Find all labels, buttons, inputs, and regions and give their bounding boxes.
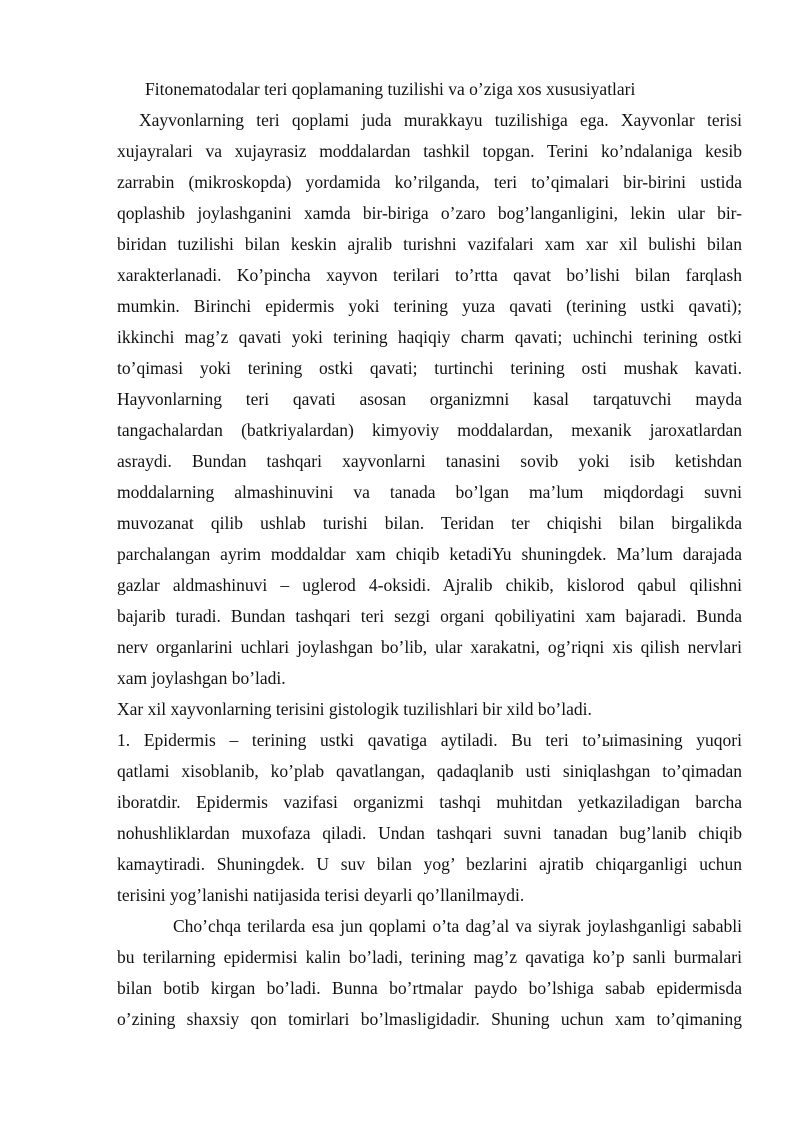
paragraph-epidermis	[117, 725, 742, 911]
text-line: 1. Epidermis – terining ustki qavatiga aytiladi. Bu teri to’ыimasining yuqori	[117, 730, 742, 750]
text-line: gazlar aldmashinuvi – uglerod 4-oksidi. Ajralib chikib, kislorod qabul qilishni	[117, 575, 742, 595]
text-line: nerv organlarini uchlari joylashgan bo’lib, ular xarakatni, og’riqni xis qilish nervlari	[117, 637, 742, 657]
text-line: bajarib turadi. Bundan tashqari teri sezgi organi qobiliyatini xam bajaradi. Bunda	[117, 606, 742, 626]
text-line: terisini yog’lanishi natijasida terisi deyarli qo’llanilmaydi.	[117, 885, 525, 905]
text-line: o’zining shaxsiy qon tomirlari bo’lmasligidadir. Shuning uchun xam to’qimaning	[117, 1009, 742, 1029]
text-line: kamaytiradi. Shuningdek. U suv bilan yog’ bezlarini ajratib chiqarganligi uchun	[117, 854, 742, 874]
text-line: qoplashib joylashganini xamda bir-biriga o’zaro bog’langanligini, lekin ular bir-	[117, 203, 742, 223]
text-line: xarakterlanadi. Ko’pincha xayvon terilari to’rtta qavat bo’lishi bilan farqlash	[117, 265, 742, 285]
page-title: Fitonematodalar teri qoplamaning tuzilishi va o’ziga xos xususiyatlari	[145, 79, 636, 99]
text-line: muvozanat qilib ushlab turishi bilan. Teridan ter chiqishi bilan birgalikda	[117, 513, 742, 533]
text-line: ikkinchi mag’z qavati yoki terining haqiqiy charm qavati; uchinchi terining ostki	[117, 327, 742, 347]
text-line: bu terilarning epidermisi kalin bo’ladi, terining mag’z qavatiga ko’p sanli burmalari	[117, 947, 742, 967]
text-line: tangachalardan (batkriyalardan) kimyoviy moddalardan, mexanik jaroxatlardan	[117, 420, 742, 440]
text-line: iboratdir. Epidermis vazifasi organizmi tashqi muhitdan yetkaziladigan barcha	[117, 792, 742, 812]
text-line: Cho’chqa terilarda esa jun qoplami o’ta dag’al va siyrak joylashganligi sababli	[173, 916, 742, 936]
text-line: xujayralari va xujayrasiz moddalardan tashkil topgan. Terini ko’ndalaniga kesib	[117, 141, 742, 161]
text-line: Xar xil xayvonlarning terisini gistologik tuzilishlari bir xild bo’ladi.	[117, 699, 592, 719]
text-line: xam joylashgan bo’ladi.	[117, 668, 286, 688]
text-line: Xayvonlarning teri qoplami juda murakkayu tuzilishiga ega. Xayvonlar terisi	[139, 110, 742, 130]
text-line: to’qimasi yoki terining ostki qavati; turtinchi terining osti mushak kavati.	[117, 358, 742, 378]
paragraph-skin-overview	[117, 105, 742, 725]
paragraph-pig-skin	[117, 911, 742, 1035]
text-line: biridan tuzilishi bilan keskin ajralib turishni vazifalari xam xar xil bulishi bilan	[117, 234, 742, 254]
text-line: qatlami xisoblanib, ko’plab qavatlangan, qadaqlanib usti siniqlashgan to’qimadan	[117, 761, 742, 781]
text-line: nohushliklardan muxofaza qiladi. Undan tashqari suvni tanadan bug’lanib chiqib	[117, 823, 742, 843]
text-line: bilan botib kirgan bo’ladi. Bunna bo’rtmalar paydo bo’lshiga sabab epidermisda	[117, 978, 742, 998]
text-line: asraydi. Bundan tashqari xayvonlarni tanasini sovib yoki isib ketishdan	[117, 451, 742, 471]
text-line: moddalarning almashinuvini va tanada bo’lgan ma’lum miqdordagi suvni	[117, 482, 742, 502]
text-line: parchalangan ayrim moddaldar xam chiqib ketadiYu shuningdek. Ma’lum darajada	[117, 544, 742, 564]
text-line: mumkin. Birinchi epidermis yoki terining yuza qavati (terining ustki qavati);	[117, 296, 742, 316]
text-line: zarrabin (mikroskopda) yordamida ko’rilganda, teri to’qimalari bir-birini ustida	[117, 172, 742, 192]
text-line: Hayvonlarning teri qavati asosan organizmni kasal tarqatuvchi mayda	[117, 389, 742, 409]
